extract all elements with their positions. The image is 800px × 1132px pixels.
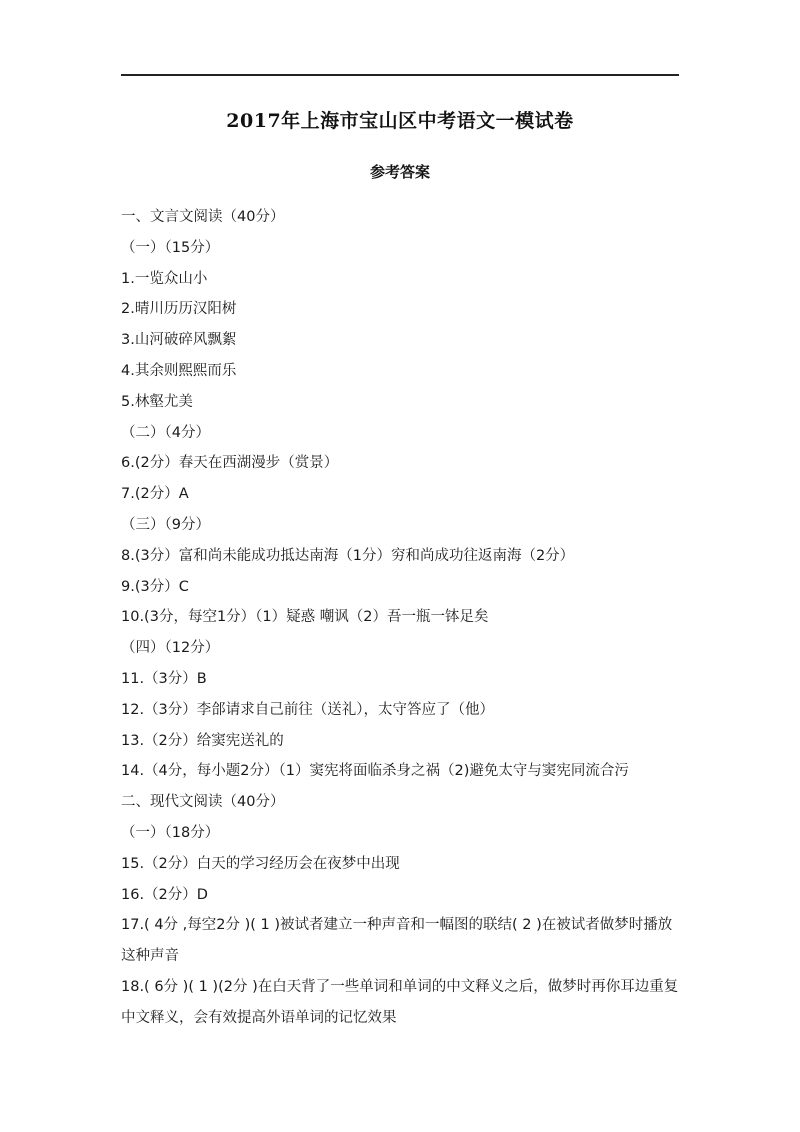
answer-line: 4.其余则熙熙而乐 xyxy=(121,362,237,379)
answer-line: （四）（12分） xyxy=(121,640,220,657)
answer-line: 12.（3分）李郃请求自己前往（送礼），太守答应了（他） xyxy=(121,701,495,718)
answer-line: 17.( 4分 ,每空2分 )( 1 )被试者建立一种声音和一幅图的联结( 2 )在被试者做梦时播放 xyxy=(121,917,673,934)
answer-line: 10.(3分，每空1分）（1）疑惑 嘲讽（2）吾一瓶一钵足矣 xyxy=(121,609,489,626)
answer-line: 8.(3分）富和尚未能成功抵达南海（1分）穷和尚成功往返南海（2分） xyxy=(121,547,575,564)
answer-line: 11.（3分）B xyxy=(121,670,207,687)
answer-list xyxy=(121,202,691,1034)
answer-line: 18.( 6分 )( 1 )(2分 )在白天背了一些单词和单词的中文释义之后，做梦时再你耳边重复 xyxy=(121,978,679,995)
document-title: 2017年上海市宝山区中考语文一模试卷 xyxy=(226,110,574,132)
answer-line: 3.山河破碎风飘絮 xyxy=(121,332,237,349)
answer-line: （二）（4分） xyxy=(121,424,210,441)
answer-line: 13.（2分）给窦宪送礼的 xyxy=(121,732,284,749)
answer-line: 2.晴川历历汉阳树 xyxy=(121,301,237,318)
answer-line-continuation: 中文释义，会有效提高外语单词的记忆效果 xyxy=(121,1009,397,1026)
answer-line: 一、文言文阅读（40分） xyxy=(121,209,285,225)
answer-line: 16.（2分）D xyxy=(121,886,208,903)
answer-line: 7.(2分）A xyxy=(121,486,189,503)
document-subtitle: 参考答案 xyxy=(369,163,430,181)
answer-line: 5.林壑尤美 xyxy=(121,393,193,410)
answer-line: 14.（4分，每小题2分）（1）窦宪将面临杀身之祸（2)避免太守与窦宪同流合污 xyxy=(121,763,629,780)
answer-line: 15.（2分）白天的学习经历会在夜梦中出现 xyxy=(121,855,400,872)
answer-line: 6.(2分）春天在西湖漫步（赏景） xyxy=(121,455,339,472)
answer-line: 1.一览众山小 xyxy=(121,270,208,287)
answer-line: （一）（15分） xyxy=(121,239,220,256)
answer-line: 二、现代文阅读（40分） xyxy=(121,794,285,811)
answer-line: （三）（9分） xyxy=(121,516,210,533)
answer-line: （一）（18分） xyxy=(121,824,220,841)
header-rule xyxy=(121,74,679,76)
answer-line: 9.(3分）C xyxy=(121,578,189,595)
answer-line-continuation: 这种声音 xyxy=(121,948,179,965)
